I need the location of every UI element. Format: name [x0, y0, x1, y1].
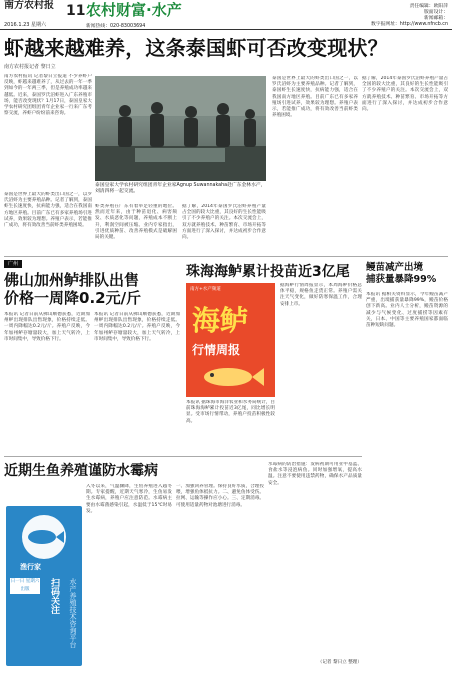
section-tag: 广州	[4, 260, 22, 268]
article5-column-2: 一、加强饲养管理。保持良好水质，合理投喂，增强鱼体抵抗力。二、避免鱼体受伤。拉网、运输等操作应小心。三、定期消毒。可使用适量药物对池塘进行消毒。	[176, 484, 264, 508]
lead-column-2: 泰国是世界上最大的虾类出口国之一，以罗氏沼虾为主要养殖品种。记者了解到，泰国虾生长速度快，抗病能力强，适合在我国南方地区养殖。目前广东已有多家养殖场引进试养，效果较为理想。养殖户表示，若能推广成功，将有效改善当前虾类养殖困境。	[4, 192, 92, 229]
date-banner: 日一日 星期六出版	[10, 579, 40, 592]
article4-headline-line1: 鳗苗减产出境	[366, 262, 424, 273]
website: 数字报网址：http://www.nfncb.cn	[371, 22, 448, 27]
lead-byline: 南方农村报记者 黎日立	[4, 64, 56, 70]
promo-brand: 海鲈	[192, 304, 249, 337]
article3-column-2: 据海鲈行情周报显示，本周海鲈价格总体平稳，规格鱼走货正常。养殖户需关注天气变化，做好防寒保温工作，合理安排上市。	[280, 283, 362, 307]
promo-logo-label: 渔行家	[20, 563, 41, 571]
article2-column-1: 本报讯 记者日前从佛山顺德获悉，近期加州鲈出现排队出售现象，价格持续走低。一周内降幅达0.2元/斤。养殖户反映，今年加州鲈存塘量较大，加上天气转冷，上市时间集中，导致价格下行。	[4, 312, 90, 342]
promo-banner	[186, 283, 275, 397]
article2-column-2: 本报讯 记者日前从佛山顺德获悉，近期加州鲈出现排队出售现象，价格持续走低。一周内降幅达0.2元/斤。养殖户反映，今年加州鲈存塘量较大，加上天气转冷，上市时间集中，导致价格下行。	[94, 312, 180, 342]
weekday-text: 星期六	[31, 22, 47, 28]
lead-photo	[95, 76, 266, 181]
lead-column-1: 南方农村报讯 记者黎日立报道 不少养虾户反映，虾越来越难养了，从过去的一年一季到如今的一年两三季，但是养殖成功率越来越低。近来，泰国罗氏沼虾进入广东养殖市场，能否改变现状？1月17日，泰国皇家大学农村研究团组团青年企业家一行来广东考察交流，养虾户纷纷前来咨询。	[4, 74, 92, 117]
editor-info	[374, 4, 448, 22]
fish-icon	[196, 363, 266, 391]
article3-headline: 珠海海鲈累计投苗近3亿尾	[186, 264, 350, 280]
lead-headline: 虾越来越难养，这条泰国虾可否改变现状？	[4, 36, 388, 60]
article5-column-3: 水霉病的防治措施：发病初期可用亚甲基蓝、食盐水等浸泡病鱼。同时加强增氧，提高水温。注意不要使用违禁药物，确保水产品质量安全。	[268, 462, 362, 486]
editor-name: 责任编辑：欧阳萍	[409, 4, 448, 9]
article5-column-1: 入冬以来，气温骤降，生鱼养殖进入越冬期。专家提醒，近期天气寒冷，生鱼易发生水霉病，养殖户应注意防范。水霉病主要由水霉菌感染引起，水温低于15℃时易发。	[86, 484, 172, 514]
article4-headline	[366, 262, 450, 286]
divider-line	[4, 256, 448, 257]
article2-headline	[4, 271, 180, 307]
article5-headline: 近期生鱼养殖谨防水霉病	[4, 463, 158, 479]
vertical-text-1: 扫码关注	[49, 578, 59, 614]
hotline: 新闻热线：020-83003694	[86, 24, 146, 29]
page-number: 11	[66, 3, 86, 19]
article4-column: 本报讯 据相关资料显示，今年鳗苗减产严重，出境捕获量暴降99%，鳗苗价格创下新高。业内人士分析，鳗苗资源的减少与气候变化、过度捕捞等因素有关，日本、中国等主要养殖国家都面临苗种短缺问题。	[366, 292, 448, 329]
fishery-promo-box	[6, 506, 82, 666]
lead-column-4: 据了解，2014年泰国罗氏沼虾养殖产量占全国的较大比重，其良好的生长性能吸引了不少养殖户的关注。本次交流会上，双方就养殖技术、种苗繁育、市场开拓等方面进行了深入探讨，并达成初步合作意向。	[182, 204, 266, 241]
article5-credit: （记者 黎日立 整理）	[317, 660, 362, 665]
fish-logo-icon	[16, 512, 72, 562]
editor-email: 新闻邮箱：	[424, 16, 448, 21]
lead-column-5: 泰国是世界上最大的虾类出口国之一，以罗氏沼虾为主要养殖品种。记者了解到，泰国虾生长速度快，抗病能力强，适合在我国南方地区养殖。目前广东已有多家养殖场引进试养，效果较为理想。养殖户表示，若能推广成功，将有效改善当前虾类养殖困境。	[272, 76, 358, 119]
issue-date	[4, 22, 46, 28]
promo-tag: 南方+水产频道	[190, 287, 221, 292]
photo-caption: 泰国皇家大学农村研究组团青年企业家Agnup Suwannakaha赴广东金林水产，刘清四将一起交流。	[95, 183, 266, 194]
section-title: 农村财富·水产	[86, 1, 182, 19]
article4-headline-line2: 捕获量暴降99%	[366, 274, 437, 285]
designer-name: 版面设计：	[424, 10, 448, 15]
date-text: 2016.1.23	[4, 22, 30, 28]
vertical-text-2: 水产养殖技术咨询平台	[69, 578, 77, 648]
divider-line-2	[4, 456, 362, 457]
paper-logo: 南方农村报	[4, 0, 54, 11]
lead-column-6: 据了解，2014年泰国罗氏沼虾养殖产量占全国的较大比重，其良好的生长性能吸引了不少养殖户的关注。本次交流会上，双方就养殖技术、种苗繁育、市场开拓等方面进行了深入探讨，并达成初步合作意向。	[362, 76, 448, 113]
article2-headline-line1: 佛山加州鲈排队出售	[4, 271, 140, 289]
article2-headline-line2: 价格一周降0.2元/斤	[4, 289, 142, 307]
article3-column-1: 本报讯 据珠海市海洋农业和水务局统计，目前珠海海鲈累计投苗近3亿尾，同比增长明显。受市场行情带动，养殖户投苗积极性较高。	[186, 400, 275, 424]
promo-subtitle: 行情周报	[192, 343, 241, 357]
lead-column-3: 虾类养殖在广东有着举足轻重的地位。然而近年来，由于种苗退化、病害频发、水质恶化等问题，养殖成本不断上升，利润空间被压缩。业内专家指出，引进优质种苗、改善养殖模式是破解困局的关键。	[95, 204, 177, 241]
page-header	[0, 0, 452, 30]
photo-people-illustration	[95, 76, 266, 181]
